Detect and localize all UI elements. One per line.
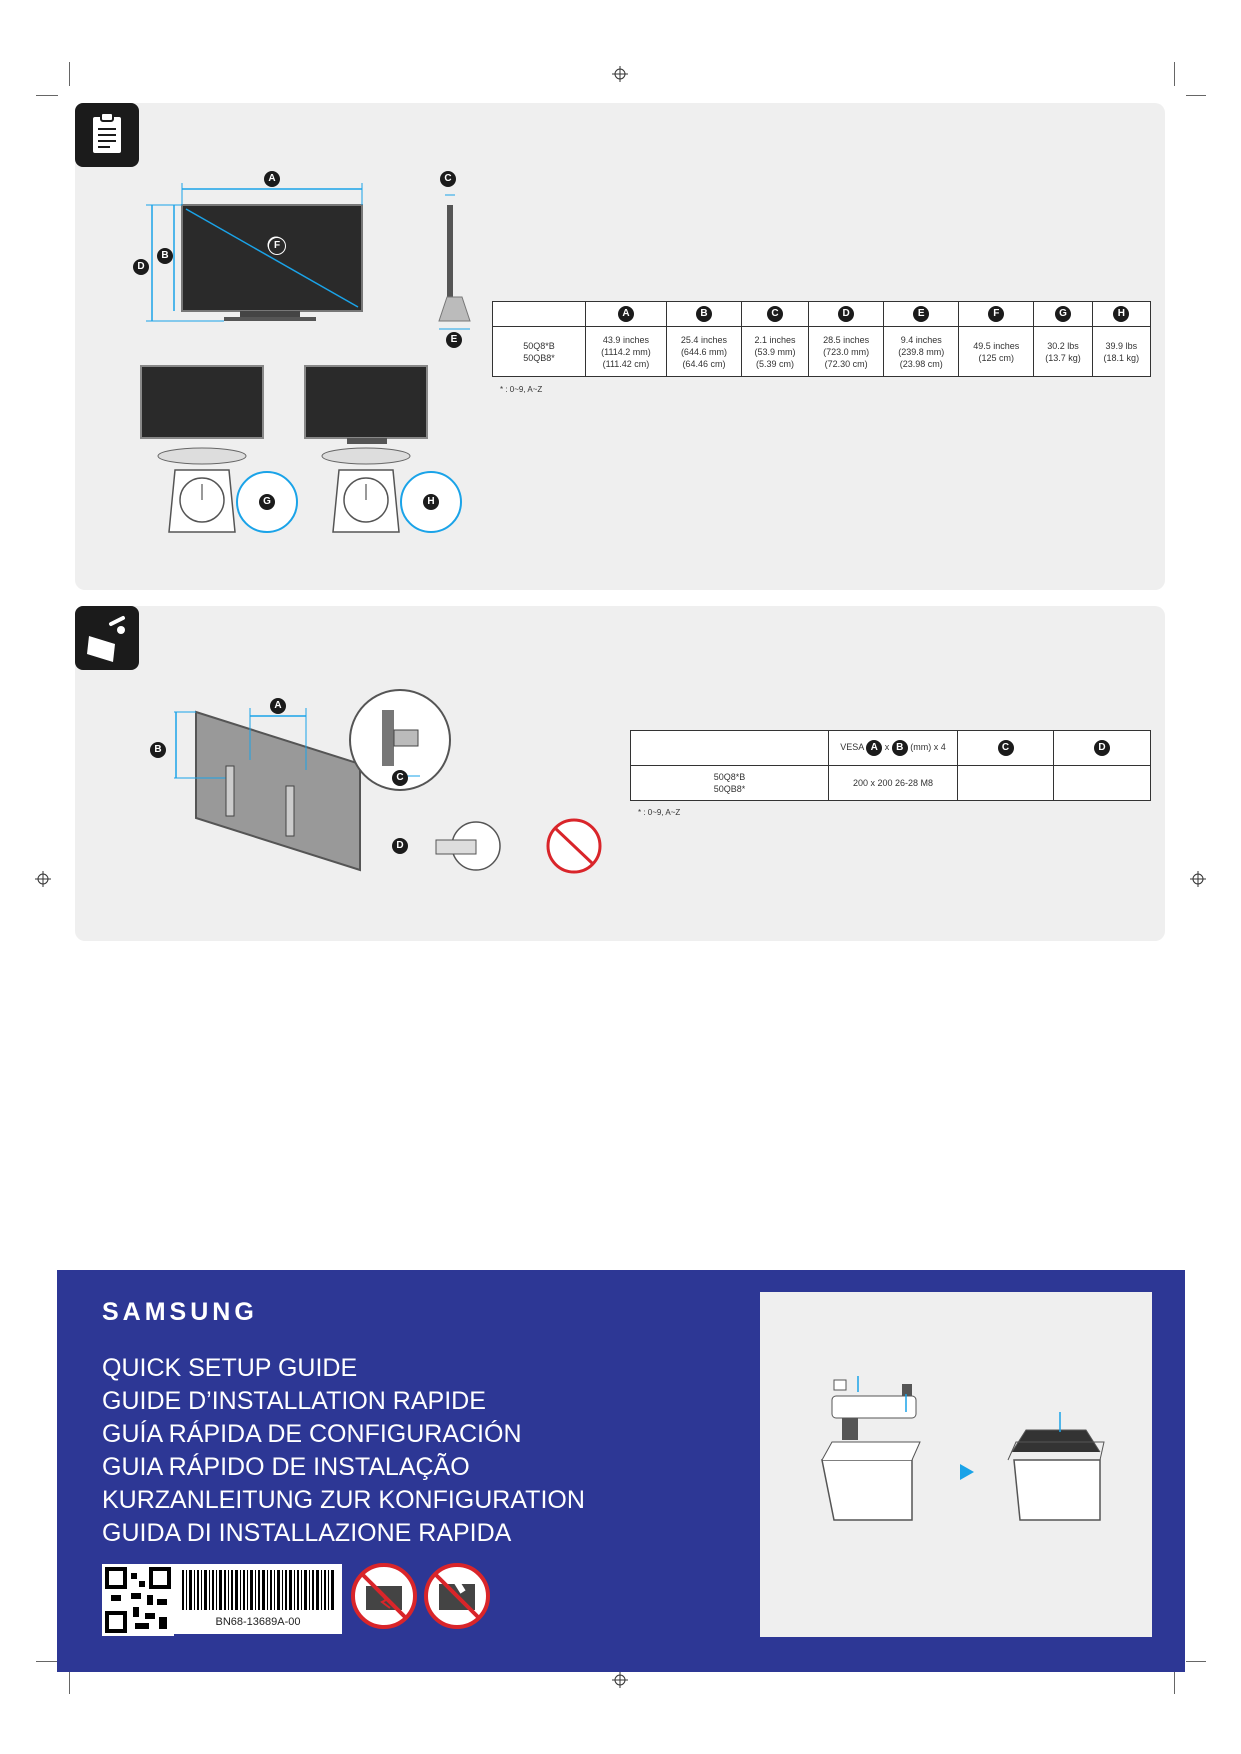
registration-mark-icon <box>1190 871 1206 887</box>
model-name: 50QB8* <box>523 352 555 363</box>
crop-mark <box>69 1672 70 1694</box>
col-e-badge: E <box>913 306 929 322</box>
col-f-badge: F <box>988 306 1004 322</box>
dimension-b-badge: B <box>157 248 173 264</box>
specifications-tab <box>75 103 139 167</box>
value-line: 30.2 lbs <box>1047 340 1079 351</box>
vesa-value: 200 x 200 26-28 M8 <box>852 778 934 788</box>
tv-dimension-illustration <box>130 165 480 340</box>
model-name: 50Q8*B <box>523 340 555 351</box>
vesa-b-badge: B <box>892 740 908 756</box>
clipboard-icon <box>75 103 139 167</box>
weight-scales-illustration <box>135 360 475 540</box>
crop-mark <box>1186 95 1206 96</box>
value-line: 25.4 inches <box>680 334 727 345</box>
value-line: (111.42 cm) <box>602 358 650 369</box>
dimension-d-badge: D <box>133 259 149 275</box>
qr-code <box>102 1564 174 1636</box>
dimension-e-badge: E <box>446 332 462 348</box>
crop-mark <box>36 95 58 96</box>
vesa-a-badge: A <box>866 740 882 756</box>
col-d-badge: D <box>1094 740 1110 756</box>
value-line: (64.46 cm) <box>682 358 726 369</box>
model-cell <box>493 327 586 377</box>
col-g-badge: G <box>1055 306 1071 322</box>
wall-mount-icon <box>75 606 139 670</box>
crop-mark <box>36 1661 58 1662</box>
specifications-table <box>492 301 1151 377</box>
value-line: 39.9 lbs <box>1105 340 1138 351</box>
value-line: (18.1 kg) <box>1103 352 1140 363</box>
value-cell-d <box>809 327 884 377</box>
model-name: 50QB8* <box>713 784 746 794</box>
col-c-badge: C <box>998 740 1014 756</box>
unboxing-illustration-panel <box>760 1292 1152 1637</box>
value-cell-g <box>1034 327 1092 377</box>
registration-mark-icon <box>35 871 51 887</box>
wall-mount-tab <box>75 606 139 670</box>
col-c-badge: C <box>767 306 783 322</box>
weight-g-badge: G <box>259 494 275 510</box>
value-line: (125 cm) <box>978 352 1015 363</box>
crop-mark <box>1174 1672 1175 1694</box>
guide-title: KURZANLEITUNG ZUR KONFIGURATION <box>102 1486 585 1514</box>
weight-h-badge: H <box>423 494 439 510</box>
unboxing-illustration <box>760 1292 1152 1637</box>
dimension-a-badge: A <box>264 171 280 187</box>
no-press-screen-warning-icon <box>423 1562 491 1630</box>
model-cell <box>631 766 829 801</box>
guide-title: GUIDE D’INSTALLATION RAPIDE <box>102 1387 486 1415</box>
wall-mount-table <box>630 730 1151 801</box>
dimension-c-badge: C <box>440 171 456 187</box>
value-cell-b <box>666 327 741 377</box>
value-line: 2.1 inches <box>754 334 796 345</box>
value-line: (1114.2 mm) <box>601 346 651 357</box>
value-line: (723.0 mm) <box>823 346 870 357</box>
wall-d-badge: D <box>392 838 408 854</box>
col-d-badge: D <box>838 306 854 322</box>
guide-title: GUIDA DI INSTALLAZIONE RAPIDA <box>102 1519 512 1547</box>
barcode-icon <box>174 1568 342 1614</box>
dimension-f-badge: F <box>268 237 286 255</box>
crop-mark <box>1186 1661 1206 1662</box>
value-line: 49.5 inches <box>973 340 1020 351</box>
value-line: 28.5 inches <box>823 334 870 345</box>
model-name: 50Q8*B <box>713 772 746 782</box>
wall-c-badge: C <box>392 770 408 786</box>
guide-title: GUÍA RÁPIDA DE CONFIGURACIÓN <box>102 1420 522 1448</box>
value-cell-h <box>1092 327 1150 377</box>
value-line: (5.39 cm) <box>756 358 795 369</box>
wall-b-badge: B <box>150 742 166 758</box>
value-line: (23.98 cm) <box>899 358 943 369</box>
wall-a-badge: A <box>270 698 286 714</box>
value-line: 43.9 inches <box>602 334 649 345</box>
vesa-unit-label: (mm) x 4 <box>910 742 946 752</box>
col-b-badge: B <box>696 306 712 322</box>
registration-mark-icon <box>612 66 628 82</box>
col-a-badge: A <box>618 306 634 322</box>
value-line: (239.8 mm) <box>898 346 945 357</box>
qr-code-icon <box>105 1567 171 1633</box>
value-cell-f <box>959 327 1034 377</box>
spec-table-note: * : 0~9, A~Z <box>500 385 543 394</box>
crop-mark <box>69 62 70 86</box>
wall-mount-illustration <box>150 680 610 880</box>
barcode-number: BN68-13689A-00 <box>215 1616 301 1628</box>
vesa-header <box>829 731 958 766</box>
value-line: (13.7 kg) <box>1045 352 1081 363</box>
vesa-x-label: x <box>884 742 890 752</box>
wall-table-note: * : 0~9, A~Z <box>638 808 681 817</box>
guide-titles <box>102 1352 585 1550</box>
vesa-label: VESA <box>840 742 864 752</box>
crop-mark <box>1174 62 1175 86</box>
value-cell-c <box>742 327 809 377</box>
barcode <box>174 1564 342 1634</box>
registration-mark-icon <box>612 1672 628 1688</box>
guide-title: GUIA RÁPIDO DE INSTALAÇÃO <box>102 1453 470 1481</box>
value-line: 9.4 inches <box>900 334 942 345</box>
guide-title: QUICK SETUP GUIDE <box>102 1354 358 1382</box>
value-cell-e <box>884 327 959 377</box>
value-line: (644.6 mm) <box>680 346 727 357</box>
value-line: (53.9 mm) <box>754 346 796 357</box>
vesa-value-cell <box>829 766 958 801</box>
no-heat-warning-icon <box>350 1562 418 1630</box>
value-cell-a <box>586 327 667 377</box>
col-h-badge: H <box>1113 306 1129 322</box>
samsung-logo: SAMSUNG <box>102 1298 258 1326</box>
value-line: (72.30 cm) <box>824 358 868 369</box>
